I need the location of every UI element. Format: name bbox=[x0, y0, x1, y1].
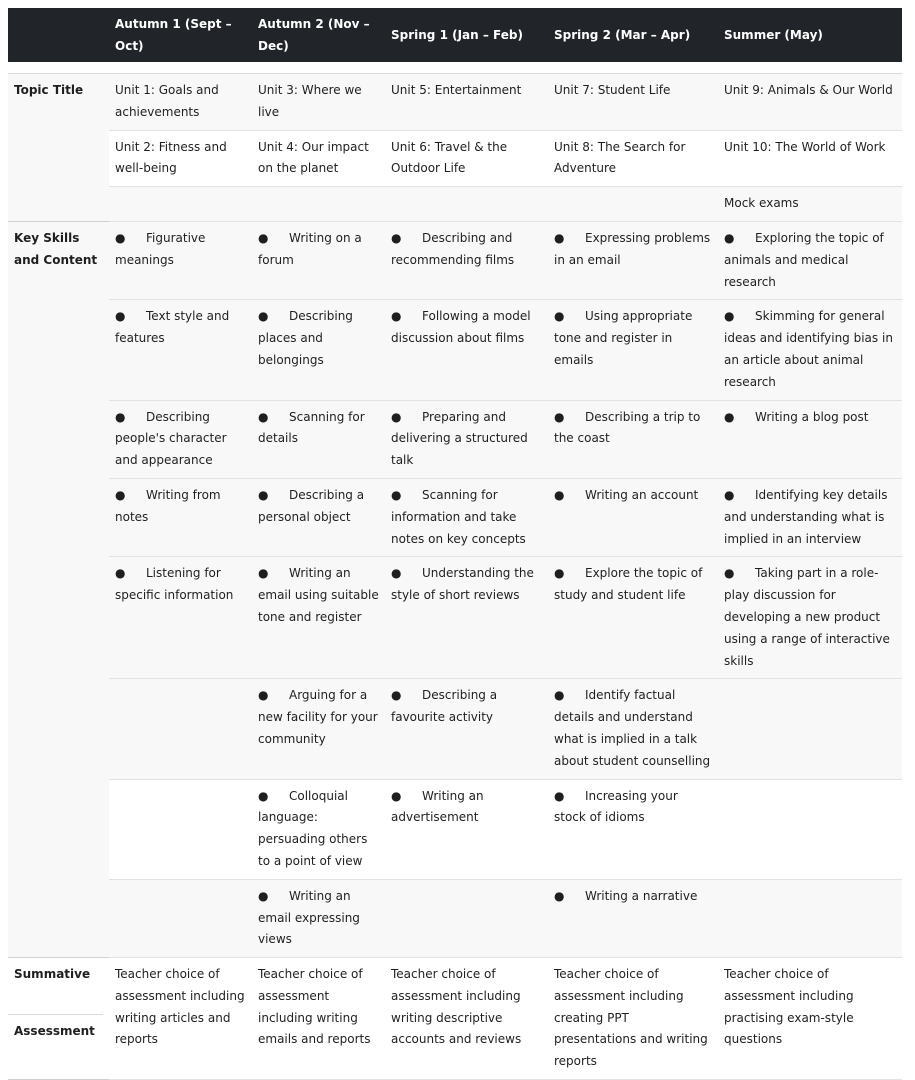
skill-text: Text style and features bbox=[115, 309, 230, 346]
skill-text: Listening for specific information bbox=[115, 566, 234, 603]
topic-cell: Unit 9: Animals & Our World bbox=[718, 74, 902, 131]
bullet-icon: ● bbox=[115, 409, 126, 424]
bullet-icon: ● bbox=[391, 788, 402, 803]
skills-row bbox=[8, 679, 902, 779]
skill-cell bbox=[548, 400, 718, 478]
skill-cell bbox=[109, 879, 252, 957]
header-autumn-2: Autumn 2 (Nov – Dec) bbox=[252, 8, 385, 62]
skill-text: Writing an email expressing views bbox=[258, 888, 360, 947]
skill-text: Colloquial language: persuading others to a point of view bbox=[258, 788, 368, 868]
skill-text: Writing a narrative bbox=[585, 888, 698, 903]
skill-cell bbox=[718, 679, 902, 779]
skill-cell bbox=[109, 300, 252, 400]
skill-text: Writing from notes bbox=[115, 487, 221, 524]
topic-cell bbox=[385, 187, 548, 222]
bullet-icon: ● bbox=[258, 230, 269, 245]
topic-row bbox=[8, 74, 902, 131]
bullet-icon: ● bbox=[258, 409, 269, 424]
skill-cell bbox=[548, 478, 718, 556]
skill-text: Increasing your stock of idioms bbox=[554, 788, 678, 825]
topic-cell: Unit 1: Goals and achievements bbox=[109, 74, 252, 131]
skill-cell bbox=[718, 221, 902, 299]
assessment-cell: Teacher choice of assessment including practising exam-style questions bbox=[718, 958, 902, 1080]
skill-text: Explore the topic of study and student life bbox=[554, 566, 703, 603]
header-summer: Summer (May) bbox=[718, 8, 902, 62]
topic-cell: Unit 10: The World of Work bbox=[718, 130, 902, 187]
skill-text: Writing an account bbox=[585, 487, 699, 502]
skill-cell bbox=[718, 879, 902, 957]
skill-text: Arguing for a new facility for your community bbox=[258, 688, 378, 746]
bullet-icon: ● bbox=[724, 230, 735, 245]
skills-row bbox=[8, 400, 902, 478]
topic-cell: Unit 6: Travel & the Outdoor Life bbox=[385, 130, 548, 187]
skills-row bbox=[8, 478, 902, 556]
bullet-icon: ● bbox=[391, 309, 402, 324]
skill-cell bbox=[252, 300, 385, 400]
skill-cell bbox=[385, 300, 548, 400]
bullet-icon: ● bbox=[258, 309, 269, 324]
skill-text: Figurative meanings bbox=[115, 230, 206, 267]
skill-text: Exploring the topic of animals and medical research bbox=[724, 230, 884, 289]
skill-text: Identifying key details and understanding what is implied in an interview bbox=[724, 487, 888, 546]
skill-text: Taking part in a role-play discussion for developing a new product using a range of interactive skills bbox=[724, 566, 890, 668]
skills-row bbox=[8, 779, 902, 879]
bullet-icon: ● bbox=[724, 566, 735, 581]
assessment-cell: Teacher choice of assessment including writing articles and reports bbox=[109, 958, 252, 1080]
skill-cell bbox=[385, 557, 548, 679]
skill-cell bbox=[718, 779, 902, 879]
topic-cell: Unit 7: Student Life bbox=[548, 74, 718, 131]
topic-cell bbox=[109, 187, 252, 222]
skill-cell bbox=[548, 300, 718, 400]
bullet-icon: ● bbox=[391, 487, 402, 502]
topic-cell: Unit 3: Where we live bbox=[252, 74, 385, 131]
skill-cell bbox=[109, 478, 252, 556]
header-spring-2: Spring 2 (Mar – Apr) bbox=[548, 8, 718, 62]
skill-text: Describing places and belongings bbox=[258, 309, 353, 367]
skill-cell bbox=[252, 557, 385, 679]
skill-cell bbox=[252, 779, 385, 879]
skill-cell bbox=[252, 679, 385, 779]
skill-text: Describing a favourite activity bbox=[391, 688, 498, 725]
skill-cell bbox=[385, 478, 548, 556]
bullet-icon: ● bbox=[115, 487, 126, 502]
skill-text: Identify factual details and understand what is implied in a talk about student counselling bbox=[554, 688, 711, 768]
skill-cell bbox=[109, 679, 252, 779]
skill-text: Writing on a forum bbox=[258, 230, 362, 267]
bullet-icon: ● bbox=[258, 888, 269, 903]
skill-cell bbox=[548, 779, 718, 879]
bullet-icon: ● bbox=[391, 688, 402, 703]
skill-cell bbox=[385, 221, 548, 299]
skills-row bbox=[8, 557, 902, 679]
skills-row bbox=[8, 300, 902, 400]
bullet-icon: ● bbox=[258, 788, 269, 803]
bullet-icon: ● bbox=[554, 409, 565, 424]
skill-cell bbox=[385, 879, 548, 957]
bullet-icon: ● bbox=[258, 688, 269, 703]
skill-text: Writing an email using suitable tone and register bbox=[258, 566, 379, 624]
bullet-icon: ● bbox=[554, 566, 565, 581]
bullet-icon: ● bbox=[391, 230, 402, 245]
topic-cell: Mock exams bbox=[718, 187, 902, 222]
assessment-cell: Teacher choice of assessment including writing emails and reports bbox=[252, 958, 385, 1080]
skill-text: Preparing and delivering a structured talk bbox=[391, 409, 528, 468]
assessment-cell: Teacher choice of assessment including creating PPT presentations and writing reports bbox=[548, 958, 718, 1080]
skill-text: Describing a personal object bbox=[258, 487, 365, 524]
skill-cell bbox=[109, 221, 252, 299]
skill-cell bbox=[718, 557, 902, 679]
header-spacer-row bbox=[8, 62, 902, 74]
skill-cell bbox=[548, 879, 718, 957]
bullet-icon: ● bbox=[554, 230, 565, 245]
assessment-cell: Teacher choice of assessment including writing descriptive accounts and reviews bbox=[385, 958, 548, 1080]
topic-row bbox=[8, 130, 902, 187]
skills-row bbox=[8, 879, 902, 957]
skill-cell bbox=[109, 400, 252, 478]
assessment-label: Assessment bbox=[8, 1014, 103, 1043]
bullet-icon: ● bbox=[115, 309, 126, 324]
skill-text: Following a model discussion about films bbox=[391, 309, 531, 346]
header-row bbox=[8, 8, 902, 62]
topic-cell: Unit 2: Fitness and well-being bbox=[109, 130, 252, 187]
bullet-icon: ● bbox=[115, 230, 126, 245]
bullet-icon: ● bbox=[554, 788, 565, 803]
skill-text: Expressing problems in an email bbox=[554, 230, 711, 267]
bullet-icon: ● bbox=[724, 409, 735, 424]
skill-cell bbox=[548, 679, 718, 779]
skill-text: Skimming for general ideas and identifying bias in an article about animal research bbox=[724, 309, 893, 389]
bullet-icon: ● bbox=[554, 888, 565, 903]
skill-text: Scanning for information and take notes on key concepts bbox=[391, 487, 526, 546]
bullet-icon: ● bbox=[258, 487, 269, 502]
skill-text: Writing a blog post bbox=[755, 409, 869, 424]
skill-cell bbox=[548, 221, 718, 299]
topic-cell: Unit 4: Our impact on the planet bbox=[252, 130, 385, 187]
spacer-cell bbox=[8, 62, 902, 74]
skill-text: Understanding the style of short reviews bbox=[391, 566, 534, 603]
assessment-row bbox=[8, 958, 902, 1080]
skill-cell bbox=[252, 400, 385, 478]
skill-cell bbox=[252, 879, 385, 957]
skill-text: Describing people's character and appearance bbox=[115, 409, 227, 468]
skills-row bbox=[8, 221, 902, 299]
bullet-icon: ● bbox=[554, 309, 565, 324]
skill-cell bbox=[385, 679, 548, 779]
skill-cell bbox=[385, 779, 548, 879]
key-skills-label: Key Skills and Content bbox=[8, 221, 109, 957]
skill-cell bbox=[109, 779, 252, 879]
topic-cell: Unit 8: The Search for Adventure bbox=[548, 130, 718, 187]
skill-cell bbox=[718, 478, 902, 556]
table-body bbox=[8, 62, 902, 1080]
header-autumn-1: Autumn 1 (Sept – Oct) bbox=[109, 8, 252, 62]
skill-cell bbox=[385, 400, 548, 478]
topic-title-label: Topic Title bbox=[8, 74, 109, 222]
skill-text: Describing and recommending films bbox=[391, 230, 515, 267]
skill-cell bbox=[718, 400, 902, 478]
bullet-icon: ● bbox=[391, 566, 402, 581]
bullet-icon: ● bbox=[115, 566, 126, 581]
skill-text: Scanning for details bbox=[258, 409, 365, 446]
skill-cell bbox=[109, 557, 252, 679]
skill-cell bbox=[252, 221, 385, 299]
topic-cell: Unit 5: Entertainment bbox=[385, 74, 548, 131]
bullet-icon: ● bbox=[554, 688, 565, 703]
summative-label: Summative bbox=[14, 967, 91, 982]
skill-text: Using appropriate tone and register in emails bbox=[554, 309, 693, 367]
topic-row bbox=[8, 187, 902, 222]
bullet-icon: ● bbox=[554, 487, 565, 502]
header-corner bbox=[8, 8, 109, 62]
topic-cell bbox=[548, 187, 718, 222]
summative-assessment-label bbox=[8, 958, 109, 1080]
skill-cell bbox=[548, 557, 718, 679]
bullet-icon: ● bbox=[724, 309, 735, 324]
skill-text: Describing a trip to the coast bbox=[554, 409, 701, 446]
curriculum-table bbox=[8, 8, 902, 1080]
bullet-icon: ● bbox=[391, 409, 402, 424]
skill-cell bbox=[252, 478, 385, 556]
skill-cell bbox=[718, 300, 902, 400]
bullet-icon: ● bbox=[258, 566, 269, 581]
header-spring-1: Spring 1 (Jan – Feb) bbox=[385, 8, 548, 62]
topic-cell bbox=[252, 187, 385, 222]
skill-text: Writing an advertisement bbox=[391, 788, 484, 825]
bullet-icon: ● bbox=[724, 487, 735, 502]
